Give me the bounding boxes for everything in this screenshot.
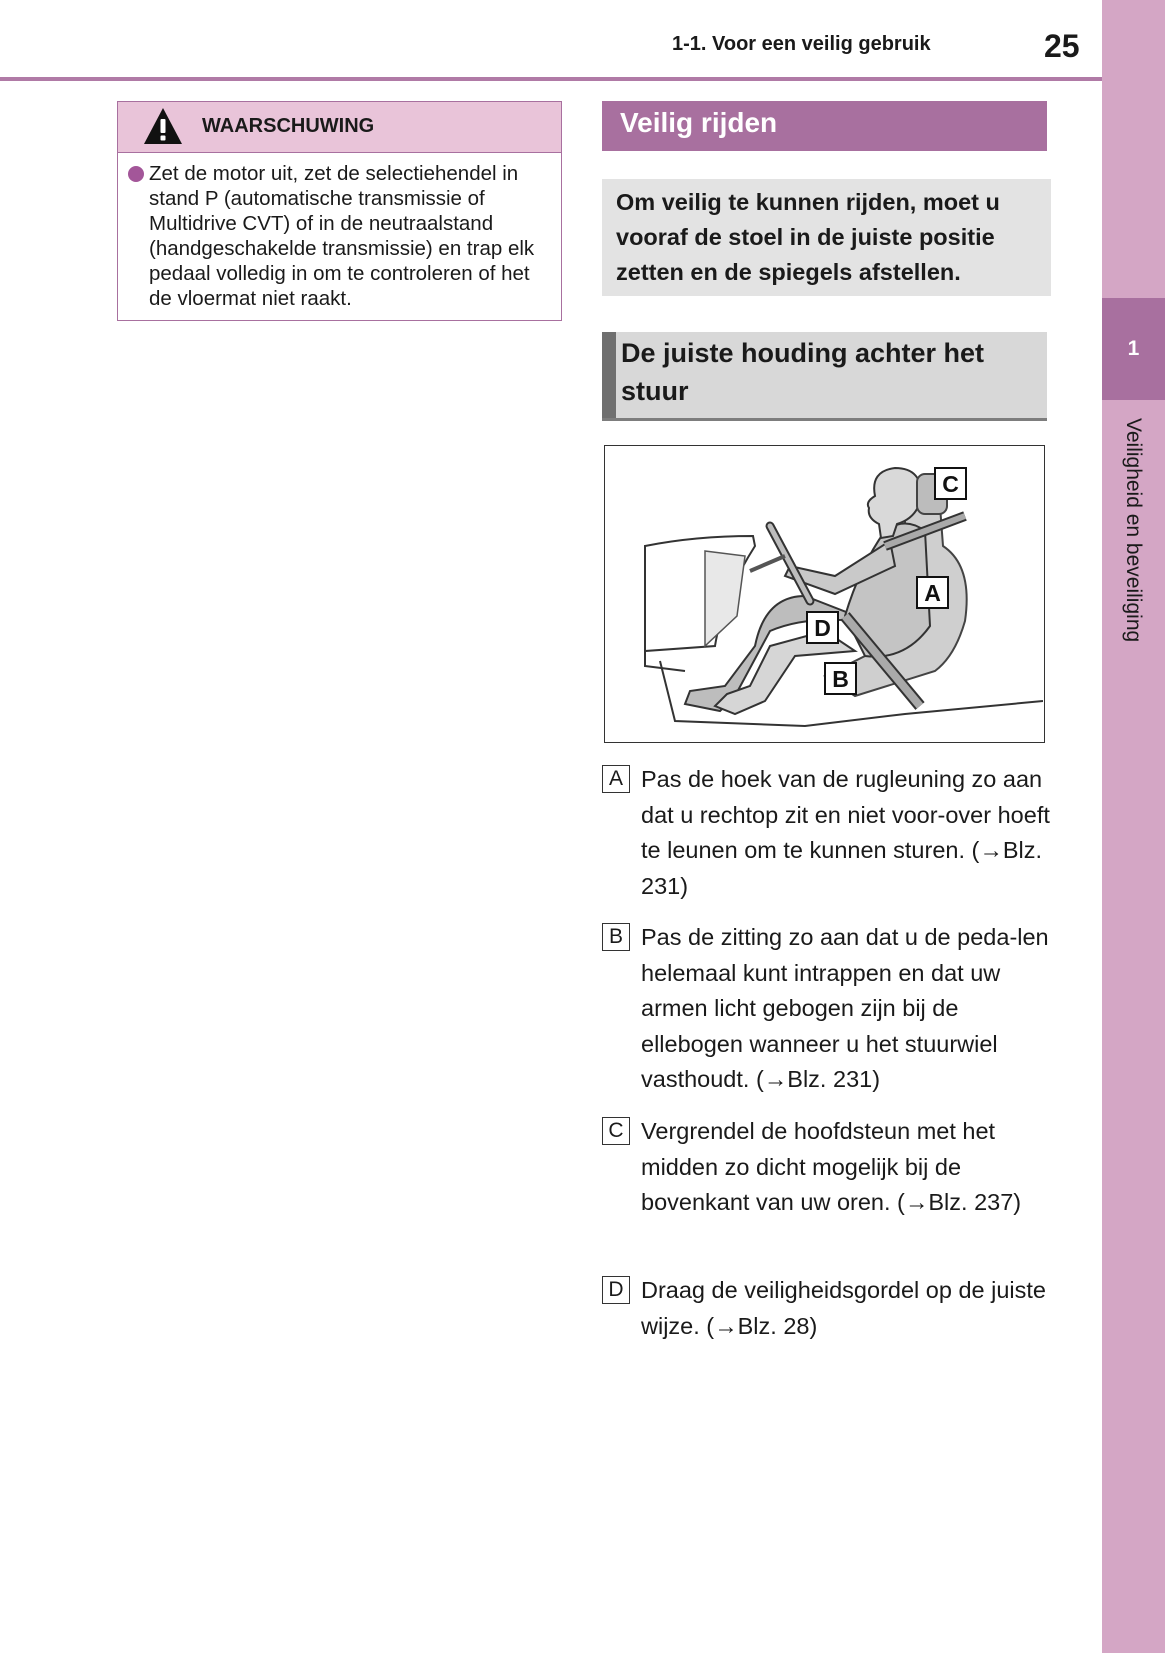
warning-triangle-icon	[142, 106, 184, 146]
svg-text:C: C	[942, 471, 959, 497]
page-number: 25	[1044, 28, 1080, 64]
section-header-title: 1-1. Voor een veilig gebruik	[672, 33, 931, 55]
bullet-icon	[128, 166, 144, 182]
list-item	[602, 762, 1052, 904]
subheading-box	[602, 332, 1047, 421]
item-text: Pas de hoek van de rugleuning zo aan dat u rechtop zit en niet voor-over hoeft te leunen om te kunnen sturen. (→Blz. 231)	[641, 766, 1050, 899]
warning-title: WAARSCHUWING	[202, 115, 375, 137]
header-divider	[0, 77, 1102, 81]
warning-text: Zet de motor uit, zet de selectiehendel in stand P (automatische transmissie of Multidrive CVT) of in de neutraalstand (handgeschakelde transmissie) en trap elk pedaal volledig in om te controleren of het de vloermat niet raakt.	[149, 162, 535, 310]
subheading-accent-bar	[602, 332, 616, 418]
list-item	[602, 1114, 1052, 1221]
item-letter-badge: B	[602, 923, 630, 951]
chapter-number-tab[interactable]: 1	[1102, 298, 1165, 400]
item-letter-badge: C	[602, 1117, 630, 1145]
warning-body	[118, 153, 561, 311]
driving-posture-figure	[604, 445, 1045, 743]
svg-text:A: A	[924, 580, 941, 606]
intro-summary: Om veilig te kunnen rijden, moet u vooraf de stoel in de juiste positie zetten en de spiegels afstellen.	[602, 179, 1051, 296]
svg-text:B: B	[832, 666, 849, 692]
warning-box	[117, 101, 562, 321]
item-text: Draag de veiligheidsgordel op de juiste wijze. (→Blz. 28)	[641, 1277, 1046, 1339]
figure-label-d	[807, 612, 838, 643]
driving-posture-illustration	[605, 446, 1043, 741]
item-letter-badge: A	[602, 765, 630, 793]
chapter-title-vertical: Veiligheid en beveiliging	[1122, 418, 1145, 643]
subheading-title: De juiste houding achter het stuur	[621, 338, 985, 406]
warning-header	[118, 102, 561, 153]
svg-text:D: D	[814, 615, 831, 641]
figure-label-a	[917, 577, 948, 608]
item-text: Vergrendel de hoofdsteun met het midden zo dicht mogelijk bij de bovenkant van uw oren. (→Blz. 237)	[641, 1118, 1022, 1215]
item-text: Pas de zitting zo aan dat u de peda-len helemaal kunt intrappen en dat uw armen licht gebogen zijn bij de ellebogen wanneer u het stuurwiel vasthoudt. (→Blz. 231)	[641, 924, 1049, 1092]
chapter-side-tab	[1102, 0, 1165, 1653]
list-item	[602, 1273, 1052, 1344]
list-item	[602, 920, 1052, 1098]
figure-label-b	[825, 663, 856, 694]
item-letter-badge: D	[602, 1276, 630, 1304]
section-title-banner: Veilig rijden	[602, 101, 1047, 151]
figure-label-c	[935, 468, 966, 499]
